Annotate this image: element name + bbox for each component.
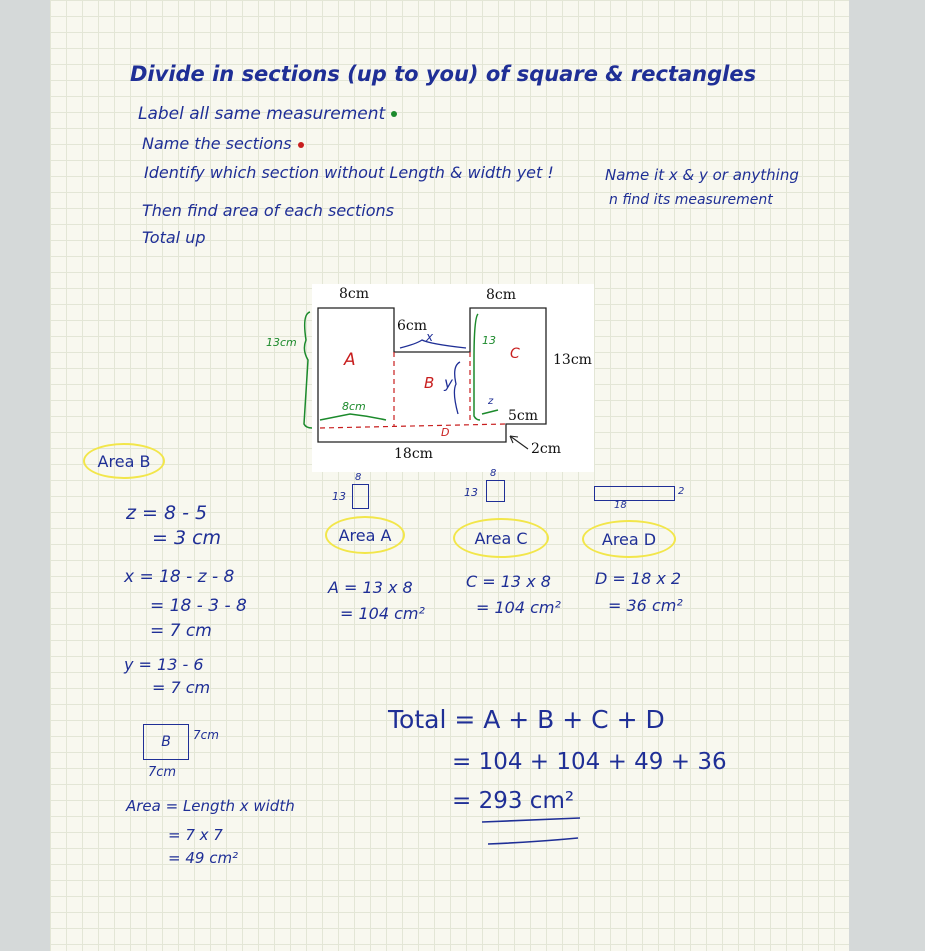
area-b-calc-1: = 7 x 7 xyxy=(168,826,223,844)
y-line-2: = 7 cm xyxy=(152,678,211,697)
area-d-calc-1: D = 18 x 2 xyxy=(595,569,682,588)
base-length: 18cm xyxy=(394,446,433,462)
base-height: 2cm xyxy=(531,441,562,457)
rect-a-side: 13 xyxy=(332,490,346,503)
green-a-width: 8cm xyxy=(342,400,366,413)
label-a: A xyxy=(344,350,356,370)
side-note-1: Name it x & y or anything xyxy=(605,166,799,184)
total-line-1: Total = A + B + C + D xyxy=(388,705,665,734)
total-line-2: = 104 + 104 + 49 + 36 xyxy=(452,749,727,775)
area-a-title: Area A xyxy=(325,516,405,554)
instruction-line-1: Divide in sections (up to you) of square & rectangles xyxy=(130,62,757,86)
rect-d-bottom: 18 xyxy=(614,500,627,511)
notch-height: 5cm xyxy=(508,408,539,424)
label-y: y xyxy=(444,374,453,392)
instruction-line-5: Then find area of each sections xyxy=(142,201,394,220)
label-x: x xyxy=(426,330,434,344)
instruction-line-3-text: Name the sections xyxy=(142,134,292,153)
underline-2 xyxy=(488,838,578,844)
green-left-height: 13cm xyxy=(266,336,297,349)
area-a-calc-2: = 104 cm² xyxy=(340,604,425,623)
rect-a-top: 8 xyxy=(355,472,362,483)
area-c-calc-1: C = 13 x 8 xyxy=(466,572,551,591)
side-note-2: n find its measurement xyxy=(609,192,773,208)
x-line-3: = 7 cm xyxy=(150,621,212,641)
area-d-title: Area D xyxy=(582,520,676,558)
square-b-label: B xyxy=(161,734,171,750)
total-underlines xyxy=(50,0,849,951)
right-height: 13cm xyxy=(553,352,592,368)
instruction-line-4: Identify which section without Length & width yet ! xyxy=(144,163,554,182)
area-b-formula: Area = Length x width xyxy=(126,797,295,815)
label-c: C xyxy=(510,346,520,362)
label-d: D xyxy=(441,426,450,439)
label-b: B xyxy=(424,374,435,392)
top-left-width: 8cm xyxy=(339,286,370,302)
square-b-side: 7cm xyxy=(193,728,219,742)
label-z: z xyxy=(488,396,494,407)
x-line-1: x = 18 - z - 8 xyxy=(124,567,235,587)
y-line-1: y = 13 - 6 xyxy=(124,655,204,674)
z-line-1: z = 8 - 5 xyxy=(126,502,208,524)
area-b-calc-2: = 49 cm² xyxy=(168,849,239,867)
total-line-3: = 293 cm² xyxy=(452,788,575,814)
square-b-bottom: 7cm xyxy=(148,765,177,780)
instruction-line-2-text: Label all same measurement xyxy=(138,104,386,124)
rect-c-side: 13 xyxy=(464,486,478,499)
notebook-page xyxy=(50,0,849,951)
area-c-title: Area C xyxy=(453,518,549,558)
underline-1 xyxy=(482,818,580,822)
z-line-2: = 3 cm xyxy=(152,527,222,549)
area-c-calc-2: = 104 cm² xyxy=(476,598,561,617)
instruction-line-6: Total up xyxy=(142,228,206,247)
area-b-title: Area B xyxy=(83,443,165,479)
rect-d-side: 2 xyxy=(678,486,685,497)
area-a-calc-1: A = 13 x 8 xyxy=(328,578,413,597)
x-line-2: = 18 - 3 - 8 xyxy=(150,596,247,616)
area-d-calc-2: = 36 cm² xyxy=(608,596,683,615)
top-right-width: 8cm xyxy=(486,287,517,303)
gap-width: 6cm xyxy=(397,318,428,334)
rect-c-top: 8 xyxy=(490,468,497,479)
green-inner-height: 13 xyxy=(482,334,496,347)
